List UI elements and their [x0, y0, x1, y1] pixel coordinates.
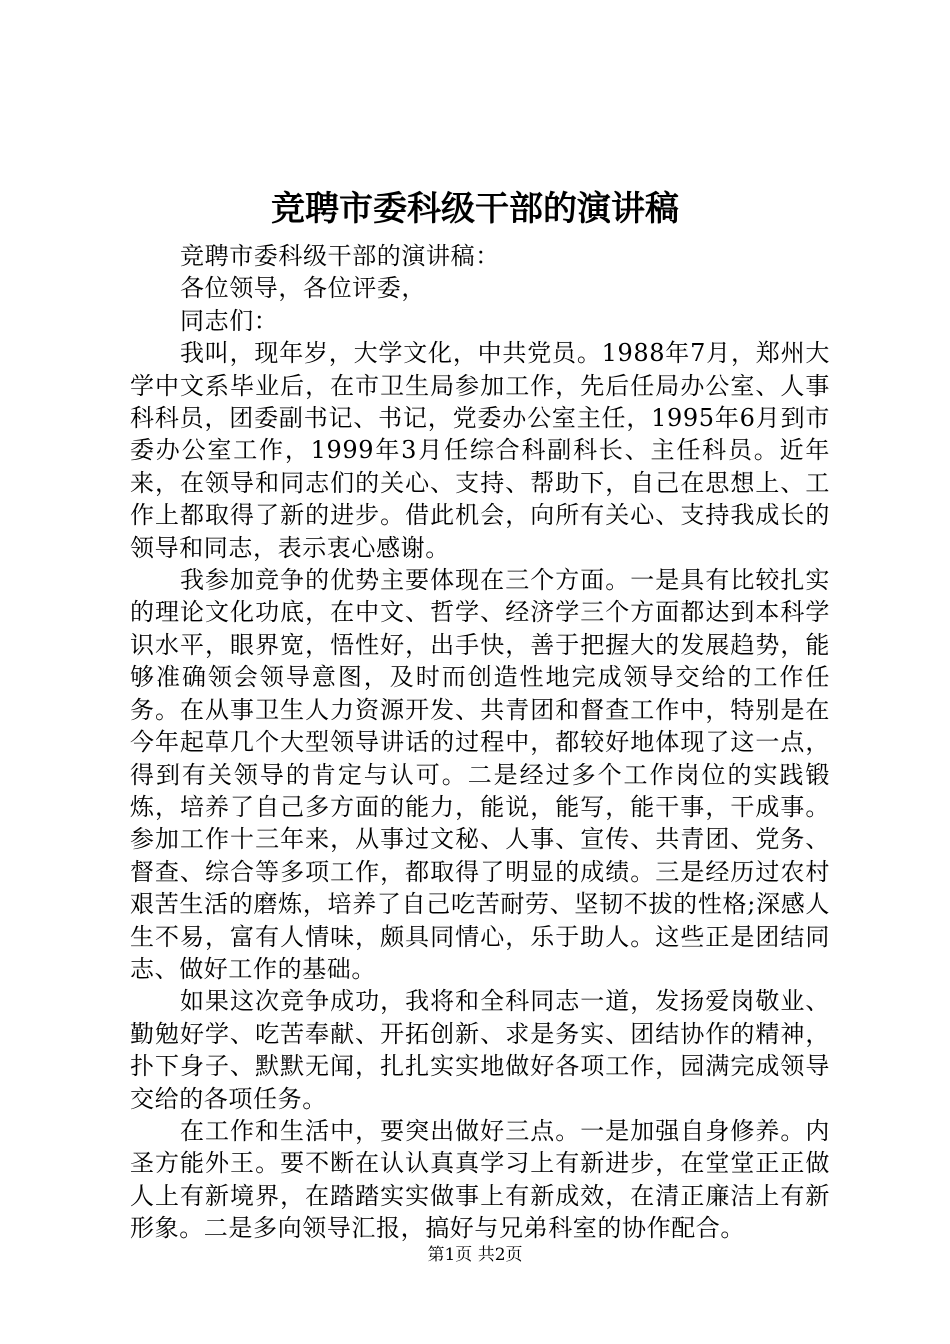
- paragraph-introduction: 我叫，现年岁，大学文化，中共党员。1988年7月，郑州大学中文系毕业后，在市卫生局参加工作，先后任局办公室、人事科科员，团委副书记、书记，党委办公室主任，1995年6月到市委办公室工作，1999年3月任综合科副科长、主任科员。近年来，在领导和同志们的关心、支持、帮助下，自己在思想上、工作上都取得了新的进步。借此机会，向所有关心、支持我成长的领导和同志，表示衷心感谢。: [130, 339, 830, 562]
- paragraph-work-plan: 在工作和生活中，要突出做好三点。一是加强自身修养。内圣方能外王。要不断在认认真真学习上有新进步，在堂堂正正做人上有新境界，在踏踏实实做事上有新成效，在清正廉洁上有新形象。二是多向领导汇报，搞好与兄弟科室的协作配合。: [130, 1116, 830, 1243]
- document-title: 竞聘市委科级干部的演讲稿: [271, 189, 679, 229]
- document-body: [130, 240, 830, 1245]
- paragraph-salutation: 各位领导，各位评委，: [180, 274, 426, 303]
- paragraph-salutation-2: 同志们：: [180, 306, 279, 335]
- paragraph-heading: 竞聘市委科级干部的演讲稿：: [180, 242, 500, 270]
- page-footer: [0, 1243, 950, 1267]
- page-number: 第1页 共2页: [427, 1245, 523, 1265]
- paragraph-advantages: 我参加竞争的优势主要体现在三个方面。一是具有比较扎实的理论文化功底，在中文、哲学、经济学三个方面都达到本科学识水平，眼界宽，悟性好，出手快，善于把握大的发展趋势，能够准确领会领导意图，及时而创造性地完成领导交给的工作任务。在从事卫生人力资源开发、共青团和督查工作中，特别是在今年起草几个大型领导讲话的过程中，都较好地体现了这一点，得到有关领导的肯定与认可。二是经过多个工作岗位的实践锻炼，培养了自己多方面的能力，能说，能写，能干事，干成事。参加工作十三年来，从事过文秘、人事、宣传、共青团、党务、督查、综合等多项工作，都取得了明显的成绩。三是经历过农村艰苦生活的磨炼，培养了自己吃苦耐劳、坚韧不拔的性格;深感人生不易，富有人情味，颇具同情心，乐于助人。这些正是团结同志、做好工作的基础。: [130, 566, 830, 983]
- paragraph-commitment: 如果这次竞争成功，我将和全科同志一道，发扬爱岗敬业、勤勉好学、吃苦奉献、开拓创新、求是务实、团结协作的精神，扑下身子、默默无闻，扎扎实实地做好各项工作，园满完成领导交给的各项任务。: [130, 987, 830, 1113]
